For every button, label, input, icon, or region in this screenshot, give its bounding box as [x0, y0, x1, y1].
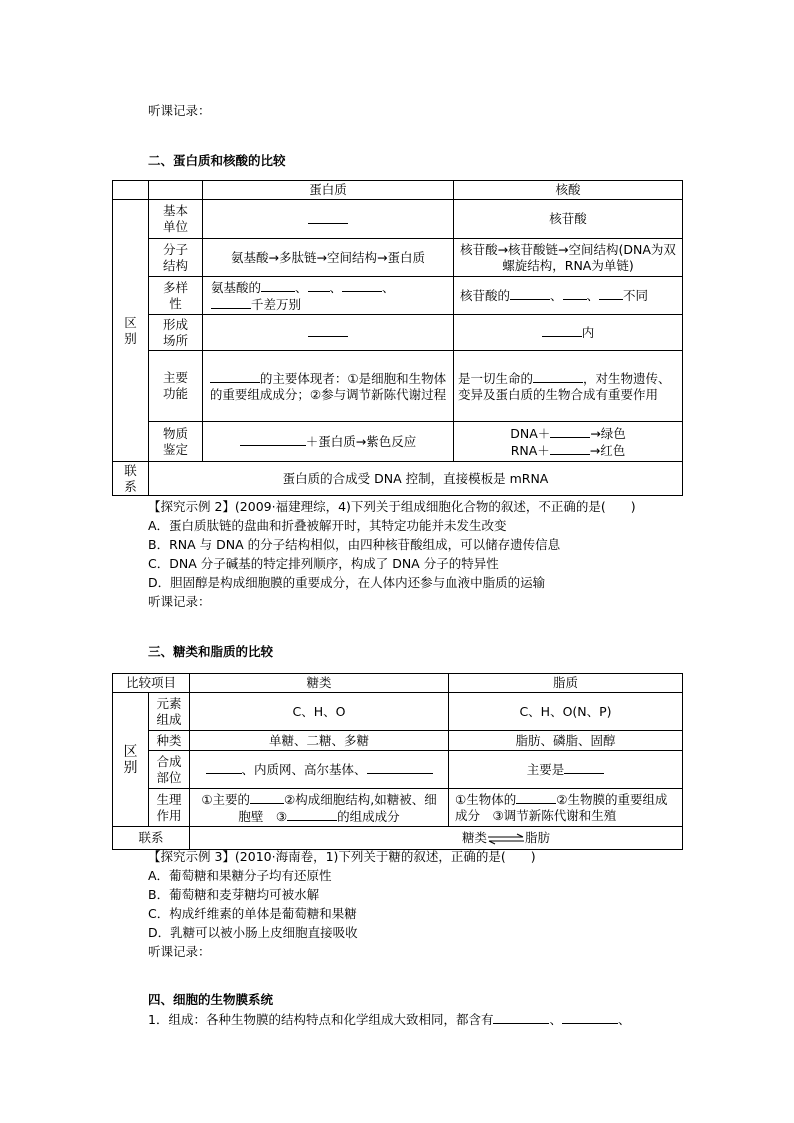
col-header-lipid: 脂质	[449, 674, 683, 693]
example2-option-c: C．DNA 分子碱基的特定排列顺序，构成了 DNA 分子的特异性	[148, 556, 499, 571]
row-label: 生理 作用	[149, 789, 190, 827]
col-header-protein: 蛋白质	[203, 181, 454, 200]
row-label: 分子 结构	[149, 239, 203, 277]
link-label: 联系	[113, 827, 190, 850]
nucleic-diversity-cell: 核苷酸的 、 、 不同	[454, 277, 683, 315]
link-text: 蛋白质的合成受 DNA 控制，直接模板是 mRNA	[149, 462, 683, 496]
protein-nucleic-table	[112, 180, 683, 496]
lipid-function-cell: ①生物体的 ②生物膜的重要组成成分 ③调节新陈代谢和生殖	[449, 789, 683, 827]
row-label: 多样 性	[149, 277, 203, 315]
protein-site-cell	[203, 315, 454, 351]
section4-heading: 四、细胞的生物膜系统	[148, 992, 274, 1007]
section4-line1: 1．组成：各种生物膜的结构特点和化学组成大致相同，都含有 、 、	[148, 1012, 631, 1027]
link-label: 联 系	[113, 462, 149, 496]
example2-title: 【探究示例 2】(2009·福建理综，4)下列关于组成细胞化合物的叙述，不正确的是( )	[148, 499, 636, 514]
nucleic-unit-cell: 核苷酸	[454, 200, 683, 239]
row-label: 种类	[149, 731, 190, 751]
protein-structure-cell: 氨基酸→多肽链→空间结构→蛋白质	[203, 239, 454, 277]
sugar-type-cell: 单糖、二糖、多糖	[190, 731, 449, 751]
example3-title: 【探究示例 3】(2010·海南卷，1)下列关于糖的叙述，正确的是( )	[148, 849, 536, 864]
side-label-difference: 区 别	[113, 693, 149, 827]
reversible-arrow-icon	[487, 833, 525, 845]
section2-heading: 二、蛋白质和核酸的比较	[148, 153, 286, 168]
sugar-element-cell: C、H、O	[190, 693, 449, 731]
row-label: 元素 组成	[149, 693, 190, 731]
example3-option-d: D．乳糖可以被小肠上皮细胞直接吸收	[148, 925, 358, 940]
example2-option-a: A．蛋白质肽链的盘曲和折叠被解开时，其特定功能并未发生改变	[148, 518, 507, 533]
nucleic-function-cell: 是一切生命的 ，对生物遗传、变异及蛋白质的生物合成有重要作用	[454, 351, 683, 422]
col-header-item: 比较项目	[113, 674, 190, 693]
example2-option-b: B．RNA 与 DNA 的分子结构相似，由四种核苷酸组成，可以储存遗传信息	[148, 537, 561, 552]
top-record: 听课记录：	[148, 103, 211, 118]
corner-cell	[149, 181, 203, 200]
side-label-difference: 区 别	[113, 200, 149, 462]
lipid-site-cell: 主要是	[449, 751, 683, 789]
example3-block	[148, 847, 536, 961]
link-right: 脂肪	[525, 830, 551, 845]
row-label: 主要 功能	[149, 351, 203, 422]
nucleic-structure-cell: 核苷酸→核苷酸链→空间结构(DNA为双螺旋结构，RNA为单链)	[454, 239, 683, 277]
sugar-site-cell: 、内质网、高尔基体、	[190, 751, 449, 789]
row-label: 合成 部位	[149, 751, 190, 789]
example3-option-a: A．葡萄糖和果糖分子均有还原性	[148, 868, 332, 883]
col-header-sugar: 糖类	[190, 674, 449, 693]
nucleic-identify-cell: DNA＋ →绿色 RNA＋ →红色	[454, 422, 683, 462]
example3-option-b: B．葡萄糖和麦芽糖均可被水解	[148, 887, 320, 902]
protein-function-cell: 的主要体现者：①是细胞和生物体的重要组成成分；②参与调节新陈代谢过程	[203, 351, 454, 422]
section3-heading: 三、糖类和脂质的比较	[148, 644, 274, 659]
lipid-type-cell: 脂肪、磷脂、固醇	[449, 731, 683, 751]
lipid-element-cell: C、H、O(N、P)	[449, 693, 683, 731]
protein-diversity-cell: 氨基酸的 、 、 、 千差万别	[203, 277, 454, 315]
corner-cell	[113, 181, 149, 200]
example2-record: 听课记录：	[148, 594, 211, 609]
nucleic-site-cell: 内	[454, 315, 683, 351]
example2-option-d: D．胆固醇是构成细胞膜的重要成分，在人体内还参与血液中脂质的运输	[148, 575, 546, 590]
row-label: 基本 单位	[149, 200, 203, 239]
example3-record: 听课记录：	[148, 944, 211, 959]
protein-identify-cell: ＋蛋白质→紫色反应	[203, 422, 454, 462]
sugar-function-cell: ①主要的 ②构成细胞结构,如糖被、细胞壁 ③ 的组成成分	[190, 789, 449, 827]
protein-unit-cell	[203, 200, 454, 239]
sugar-lipid-table	[112, 673, 683, 850]
col-header-nucleic: 核酸	[454, 181, 683, 200]
example3-option-c: C．构成纤维素的单体是葡萄糖和果糖	[148, 906, 357, 921]
row-label: 形成 场所	[149, 315, 203, 351]
link-left: 糖类	[462, 830, 488, 845]
row-label: 物质 鉴定	[149, 422, 203, 462]
example2-block	[148, 497, 636, 611]
